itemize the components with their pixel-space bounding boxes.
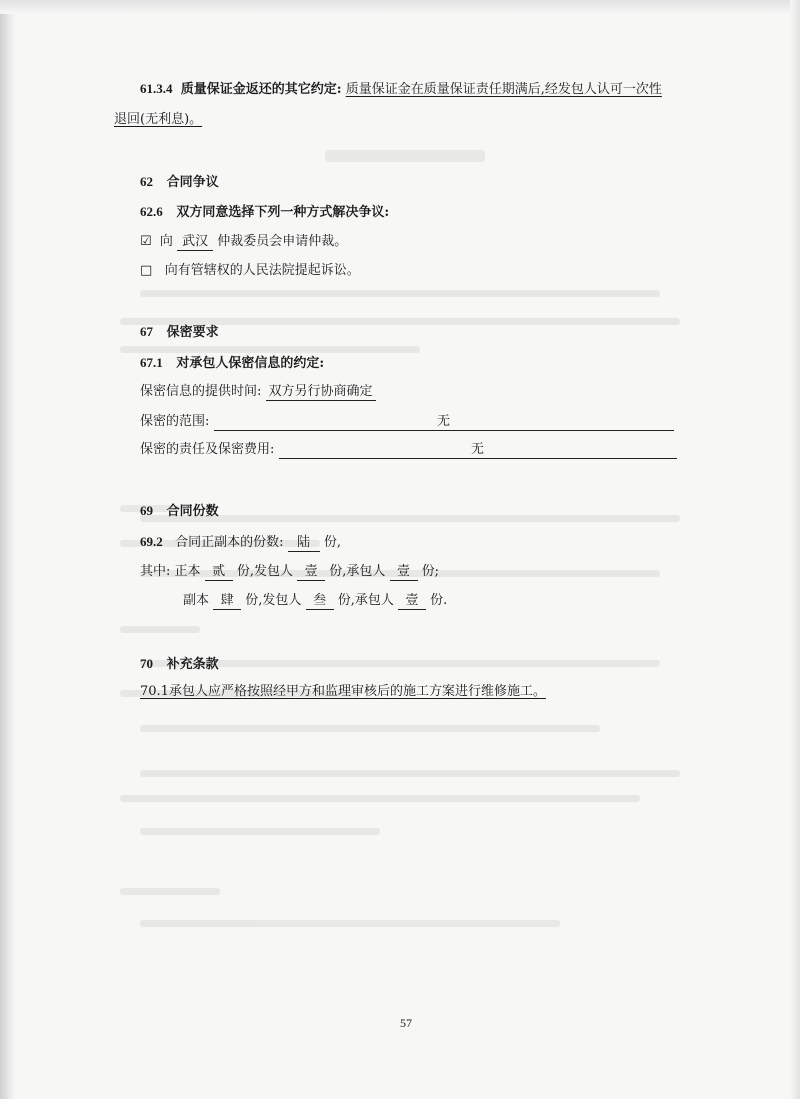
clause-text-continued: 退回(无利息)。 [114, 112, 203, 127]
litigation-option [140, 262, 360, 280]
section-title: 合同争议 [166, 175, 219, 190]
clause-label: 质量保证金返还的其它约定: [180, 82, 342, 97]
row-end: 份; [421, 564, 440, 579]
copy-kind: 副本 [183, 593, 210, 608]
clause-61-3-4-line1 [140, 80, 662, 99]
clause-62-6 [140, 203, 389, 222]
row-end: 份. [430, 593, 448, 608]
binding-edge-shadow [0, 0, 16, 1099]
section-67-heading [140, 323, 219, 342]
confidential-duty-value: 无 [279, 442, 677, 459]
contractor-count: 壹 [398, 593, 426, 610]
unit-text: 份, [323, 535, 341, 550]
section-62-heading [140, 173, 219, 192]
copy-count: 贰 [205, 564, 233, 581]
field-label: 保密信息的提供时间: [140, 384, 262, 399]
checked-checkbox-icon: ☑ [140, 234, 152, 249]
clause-text: 质量保证金在质量保证责任期满后,经发包人认可一次性 [345, 82, 662, 97]
owner-count: 壹 [297, 564, 325, 581]
copy-kind: 正本 [174, 564, 201, 579]
clause-67-1 [140, 354, 324, 373]
section-number: 67 [140, 324, 153, 339]
contractor-label: 份,承包人 [337, 593, 394, 608]
clause-number: 69.2 [140, 534, 163, 549]
section-title: 保密要求 [166, 325, 219, 340]
option-suffix: 仲裁委员会申请仲裁。 [217, 234, 348, 249]
unchecked-checkbox-icon: □ [140, 263, 153, 278]
arbitration-city: 武汉 [177, 234, 213, 251]
copy-count: 肆 [213, 593, 241, 610]
clause-61-3-4-line2 [114, 111, 202, 129]
clause-title: 对承包人保密信息的约定: [176, 356, 325, 371]
contractor-label: 份,承包人 [329, 564, 386, 579]
owner-label: 份,发包人 [236, 564, 293, 579]
contractor-count: 壹 [390, 564, 418, 581]
total-copies: 陆 [288, 535, 320, 552]
confidential-time-row [140, 383, 376, 401]
clause-69-2 [140, 533, 341, 552]
row-lead: 其中: [140, 564, 171, 579]
owner-label: 份,发包人 [245, 593, 302, 608]
supplementary-clause-text: 70.1承包人应严格按照经甲方和监理审核后的施工方案进行维修施工。 [140, 684, 546, 699]
section-number: 69 [140, 503, 153, 518]
confidential-time-value: 双方另行协商确定 [266, 384, 376, 401]
option-text: 向有管辖权的人民法院提起诉讼。 [164, 263, 360, 278]
original-copies-row [140, 563, 439, 581]
duplicate-copies-row [183, 592, 447, 610]
page-number: 57 [400, 1016, 412, 1030]
clause-title: 双方同意选择下列一种方式解决争议: [176, 205, 390, 220]
confidential-duty-row [140, 441, 677, 459]
right-edge-shadow [790, 0, 800, 1099]
field-label: 保密的范围: [140, 414, 210, 429]
clause-label: 合同正副本的份数: [175, 535, 284, 550]
clause-number: 67.1 [140, 355, 163, 370]
arbitration-option [140, 233, 347, 251]
section-70-heading [140, 655, 219, 674]
section-number: 62 [140, 174, 153, 189]
section-title: 合同份数 [166, 504, 219, 519]
section-title: 补充条款 [166, 657, 219, 672]
section-number: 70 [140, 656, 153, 671]
confidential-scope-row [140, 413, 674, 431]
clause-number: 62.6 [140, 204, 163, 219]
top-edge-shadow [0, 0, 800, 14]
confidential-scope-value: 无 [214, 414, 674, 431]
option-prefix: 向 [159, 234, 173, 249]
clause-70-1 [140, 683, 546, 701]
clause-number: 61.3.4 [140, 81, 173, 96]
field-label: 保密的责任及保密费用: [140, 442, 275, 457]
section-69-heading [140, 502, 219, 521]
owner-count: 叁 [306, 593, 334, 610]
